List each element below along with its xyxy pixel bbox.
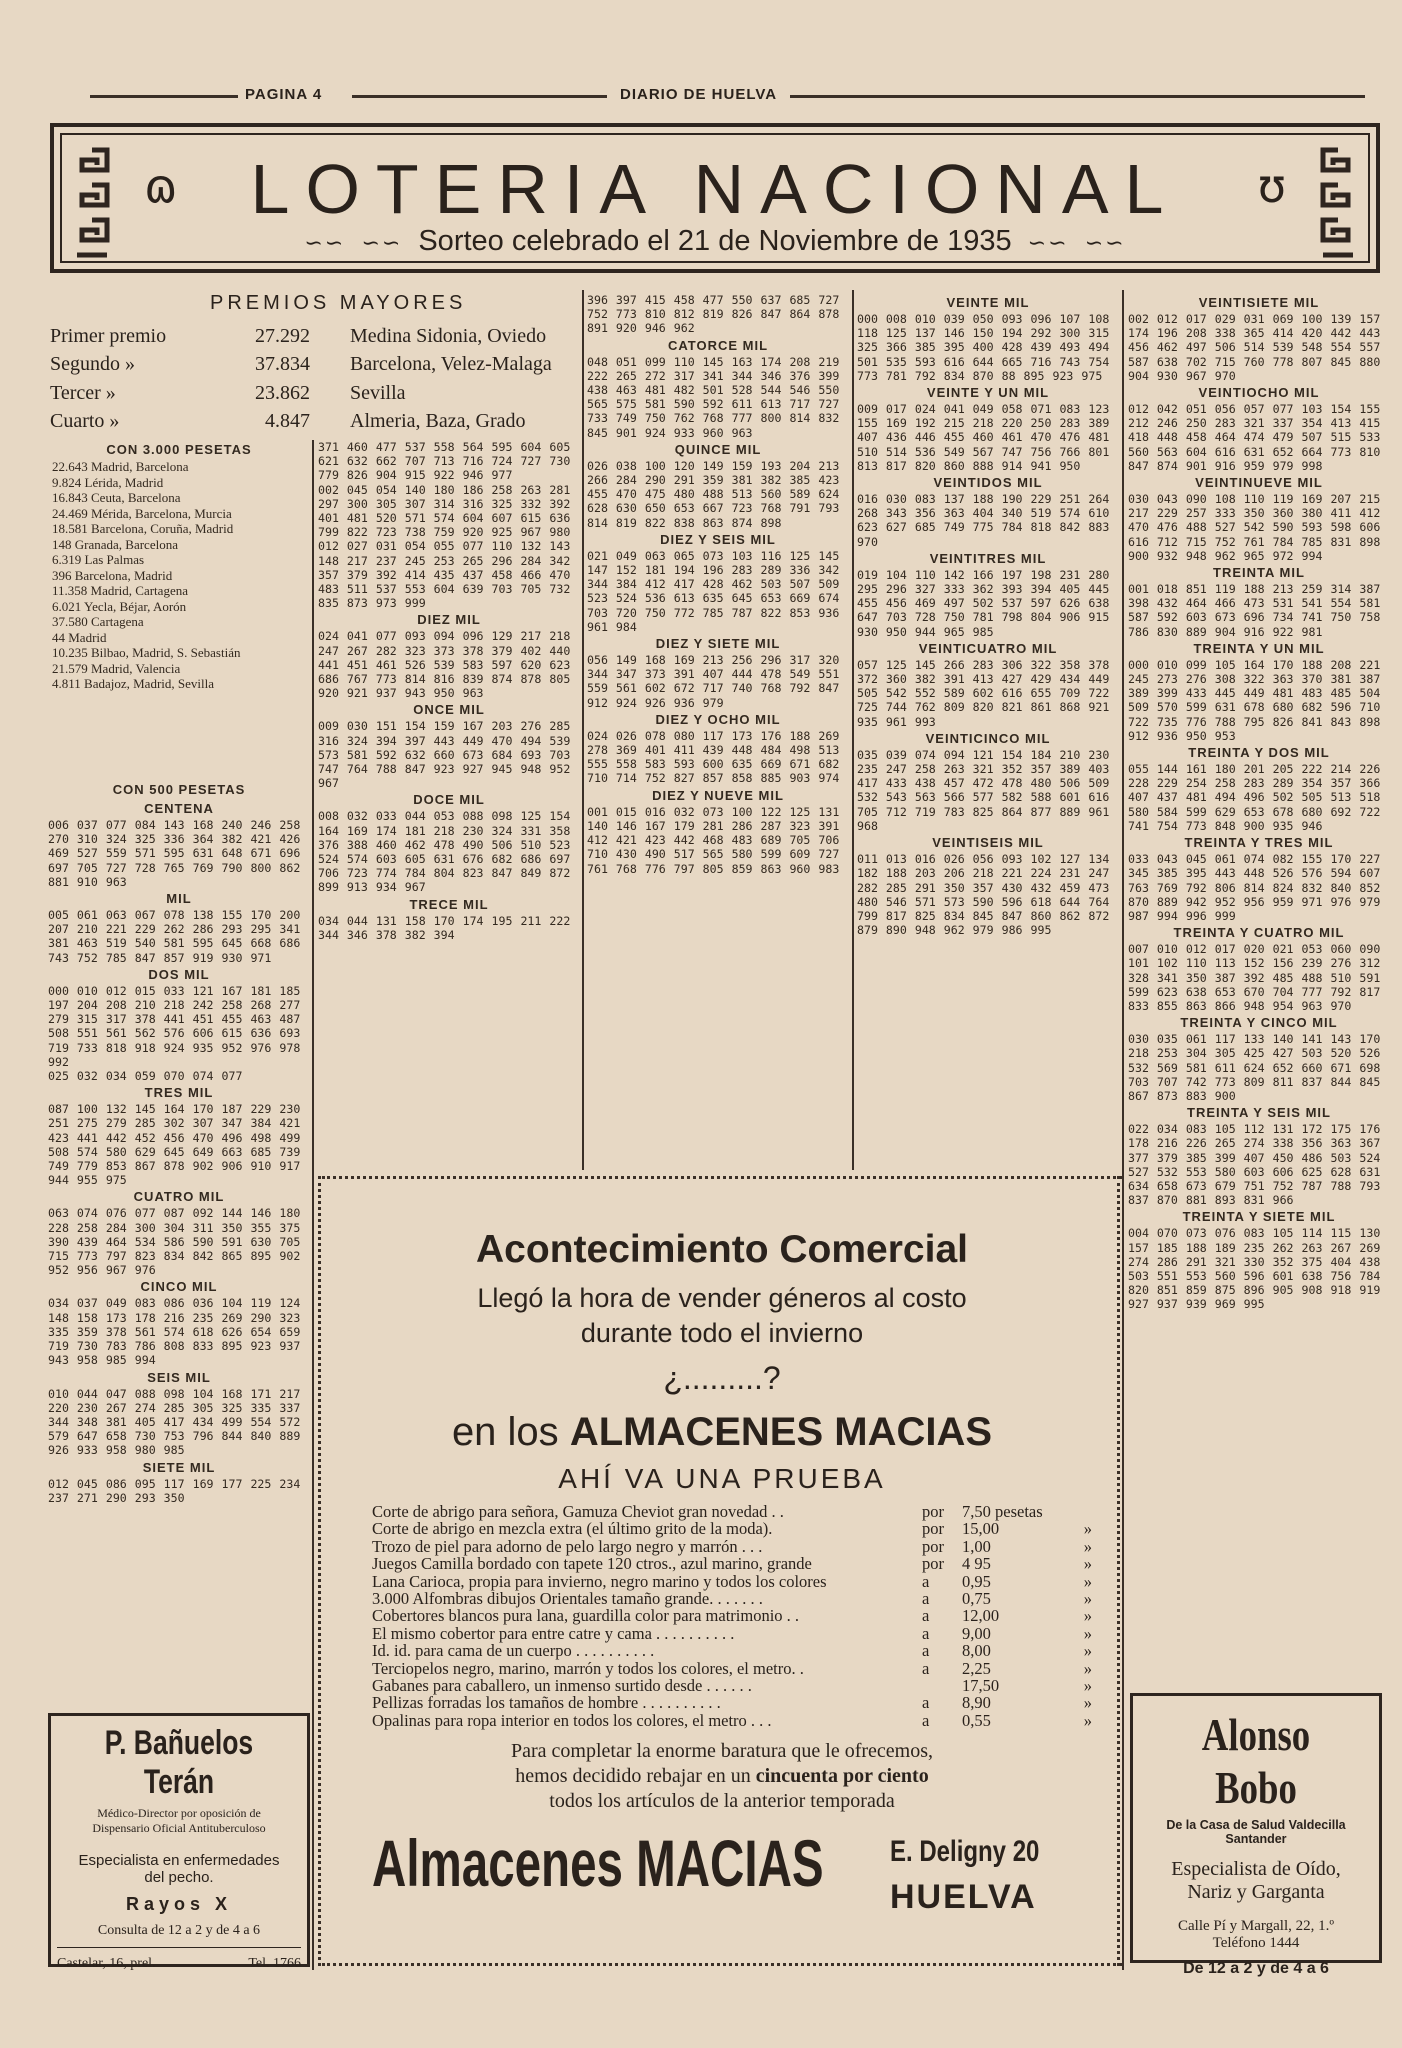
winning-numbers: 025 032 034 059 070 074 077 (48, 1069, 243, 1084)
section-heading: VEINTICUATRO MIL (918, 640, 1058, 656)
section-heading: TREINTA Y SIETE MIL (1182, 1209, 1336, 1225)
premio-label: Tercer » (50, 381, 116, 404)
ad-item-u: » (1083, 1606, 1092, 1626)
ad-item-pre: por (922, 1554, 944, 1574)
winning-numbers: 022 034 083 105 112 131 172 175 176 178 216 226 265 274 338 356 363 367 377 379 385 399 407 450 486 503 524 527 532 553 580 603 606 625 628 631 634 658 673 679 751 752 787 788 793 837 870 881 893 831 966 (1128, 1122, 1389, 1208)
winning-numbers: 010 044 047 088 098 104 168 171 217 220 230 267 274 285 305 325 335 337 344 348 381 405 417 434 499 554 572 579 647 658 730 753 796 844 840 889 926 933 958 980 985 (48, 1386, 309, 1458)
ad-list-item (372, 1712, 1092, 1729)
premios-mayores-table (50, 322, 570, 436)
lottery-title-frame (50, 123, 1380, 273)
winning-numbers: 056 149 168 169 213 256 296 317 320 344 347 373 391 407 444 478 549 551 559 561 602 672 717 740 768 792 847 912 924 926 936 979 (587, 653, 848, 710)
winning-numbers: 024 041 077 093 094 096 129 217 218 247 267 282 323 373 378 379 402 440 441 451 461 526 539 583 597 620 623 686 767 773 814 816 839 874 878 805 920 921 937 943 950 963 (318, 629, 579, 701)
ad-item-u: » (1083, 1658, 1092, 1678)
section-heading: TREINTA Y UN MIL (1193, 640, 1325, 656)
premio-place: Sevilla (350, 381, 406, 404)
premio-place: Barcelona, Velez-Malaga (350, 353, 552, 376)
winning-numbers: 000 010 012 015 033 121 167 181 185 197 204 208 210 218 242 258 268 277 279 315 317 378 441 451 455 463 487 508 551 561 562 576 606 615 636 693 719 733 818 918 924 935 952 976 978 992 (48, 983, 309, 1069)
doctor-line: De 12 a 2 y de 4 a 6 (1183, 1960, 1329, 1977)
numbers-column-3 (587, 293, 849, 876)
doctor-phone: Tel. 1766 (248, 1956, 301, 1971)
winning-numbers: 063 074 076 077 087 092 144 146 180 228 258 284 300 304 311 350 355 375 390 439 464 534 586 590 591 630 705 715 773 797 823 834 842 865 895 902 952 956 967 976 (48, 1206, 309, 1278)
con-3000-section (48, 440, 310, 692)
doctor-line: Médico-Director por oposición de (97, 1806, 261, 1820)
ad-item-u: » (1083, 1710, 1092, 1730)
premio-row (50, 379, 570, 408)
section-heading: SIETE MIL (142, 1459, 216, 1475)
section-heading: DIEZ Y NUEVE MIL (652, 787, 784, 803)
premios-mayores-heading: PREMIOS MAYORES (210, 292, 467, 314)
doctor-line: Rayos X (125, 1894, 233, 1914)
ad-item-u: » (1083, 1693, 1092, 1713)
ad-list-item (372, 1590, 1092, 1607)
section-heading: CENTENA (144, 801, 214, 816)
winning-numbers: 034 037 049 083 086 036 104 119 124 148 158 173 178 216 235 269 290 323 335 359 378 561 574 618 626 654 659 719 730 783 786 808 833 895 923 937 943 958 985 994 (48, 1296, 309, 1368)
ad-brand: Almacenes MACIAS (372, 1826, 824, 1900)
swirl-ornament-icon: ɷ (144, 159, 178, 213)
section-heading: DOS MIL (148, 966, 210, 982)
page-subtitle: ∽∽ ∽∽ Sorteo celebrado el 21 de Noviembre de 1935 ∽∽ ∽∽ (304, 225, 1126, 257)
swirl-ornament-icon: ʊ (1257, 159, 1286, 213)
doctor-line: Consulta de 12 a 2 y de 4 a 6 (97, 1923, 261, 1938)
section-heading: VEINTE Y UN MIL (926, 385, 1050, 401)
ad-item-pre: por (922, 1536, 944, 1556)
section-heading: CON 500 PESETAS (112, 782, 246, 797)
doctor-line: Teléfono 1444 (1212, 1935, 1300, 1951)
premio-number: 37.834 (255, 353, 310, 376)
ad-item-t: El mismo cobertor para entre catre y cama . . . . . . . . . . (372, 1623, 735, 1643)
section-heading: VEINTIOCHO MIL (1198, 385, 1320, 401)
ad-item-t: Cobertores blancos pura lana, guardilla color para matrimonio . . (372, 1606, 800, 1626)
numbers-column-4 (857, 293, 1119, 937)
prize-entry: 396 Barcelona, Madrid (52, 567, 173, 583)
prize-entry: 21.579 Madrid, Valencia (52, 660, 181, 676)
doctor-name: P. Bañuelos Terán (104, 1724, 254, 1801)
prize-entry: 6.319 Las Palmas (52, 552, 145, 567)
ad-item-pre: por (922, 1519, 944, 1539)
section-heading: VEINTE MIL (946, 295, 1030, 310)
premio-place: Almeria, Baza, Grado (350, 410, 526, 433)
section-heading: TREINTA Y TRES MIL (1184, 835, 1334, 851)
prize-entry: 4.811 Badajoz, Madrid, Sevilla (52, 676, 214, 691)
premio-label: Primer premio (50, 324, 167, 347)
section-heading: VEINTINUEVE MIL (1195, 475, 1323, 491)
doctor-line: Especialista de Oído, (1171, 1858, 1341, 1880)
winning-numbers: 026 038 100 120 149 159 193 204 213 266 284 290 291 359 381 382 385 423 455 470 475 480 488 513 560 589 624 628 630 650 653 667 723 768 791 793 814 819 822 838 863 874 898 (587, 458, 848, 530)
winning-numbers: 024 026 078 080 117 173 176 188 269 278 369 401 411 439 448 484 498 513 555 558 583 593 600 635 669 671 682 710 714 752 827 857 858 885 903 974 (587, 728, 848, 786)
winning-numbers: 019 104 110 142 166 197 198 231 280 295 296 327 333 362 393 394 405 445 455 456 469 497 502 537 597 626 638 647 703 728 750 781 798 804 906 915 930 950 944 965 985 (857, 567, 1118, 639)
section-heading: ONCE MIL (413, 702, 485, 718)
ad-item-t: 3.000 Alfombras dibujos Orientales tamaño grande. . . . . . . (372, 1589, 763, 1609)
numbers-column-1 (48, 780, 310, 1505)
winning-numbers: 021 049 063 065 073 103 116 125 145 147 152 181 194 196 283 289 336 342 344 384 412 417 428 462 503 507 509 523 524 536 613 635 645 653 669 674 703 720 750 772 785 787 822 853 936 961 984 (587, 548, 848, 634)
doctor-line: Nariz y Garganta (1187, 1881, 1325, 1903)
ad-foot: Para completar la enorme baratura que le ofrecemos, (510, 1740, 933, 1762)
section-heading: DOCE MIL (413, 792, 485, 808)
ad-city: HUELVA (890, 1878, 1037, 1916)
ad-price-list (372, 1503, 1092, 1729)
ad-item-t: Opalinas para ropa interior en todos los colores, el metro . . . (372, 1710, 772, 1730)
section-heading: DIEZ Y SEIS MIL (660, 531, 776, 547)
ad-line: Llegó la hora de vender géneros al costo (477, 1283, 967, 1313)
ad-item-t: Lana Carioca, propia para invierno, negro marino y todos los colores (372, 1571, 827, 1591)
ad-item-u: » (1083, 1589, 1092, 1609)
ad-address: E. Deligny 20 (890, 1835, 1040, 1868)
doctor-name: Alonso Bobo (1201, 1709, 1311, 1813)
ad-list-item (372, 1520, 1092, 1537)
ad-item-u: » (1083, 1641, 1092, 1661)
premio-row (50, 351, 570, 380)
winning-numbers: 057 125 145 266 283 306 322 358 378 372 360 382 391 413 427 429 434 449 505 542 552 589 602 616 655 709 722 725 744 762 809 820 821 861 868 921 935 961 993 (857, 657, 1118, 729)
prize-entry: 22.643 Madrid, Barcelona (52, 459, 189, 474)
prize-entry: 18.581 Barcelona, Coruña, Madrid (52, 521, 234, 536)
winning-numbers: 033 043 045 061 074 082 155 170 227 345 385 395 443 448 526 576 594 607 763 769 792 806 814 824 832 840 852 870 889 942 952 956 959 971 976 979 987 994 996 999 (1128, 852, 1389, 923)
doctor-line: Especialista en enfermedades del pecho. (78, 1852, 280, 1886)
doctor-ad-left (48, 1713, 310, 1971)
winning-numbers: 001 018 851 119 188 213 259 314 387 398 432 464 466 473 531 541 554 581 587 592 603 673 696 734 741 750 758 786 830 889 904 916 922 981 (1128, 582, 1389, 639)
section-heading: CON 3.000 PESETAS (106, 442, 252, 457)
premio-number: 23.862 (255, 381, 310, 404)
page-title: LOTERIA NACIONAL (250, 150, 1180, 228)
section-heading: VEINTIDOS MIL (933, 475, 1043, 491)
prize-entry: 44 Madrid (52, 629, 107, 645)
winning-numbers: 012 045 086 095 117 169 177 225 234 237 271 290 293 350 (48, 1476, 309, 1505)
ad-list-item (372, 1573, 1092, 1590)
ad-item-p: 0,75 (962, 1589, 991, 1609)
winning-numbers: 002 045 054 140 180 186 258 263 281 297 300 305 307 314 316 325 332 392 401 481 520 571 574 604 607 615 636 799 822 723 738 759 920 925 967 980 (318, 482, 579, 540)
winning-numbers: 048 051 099 110 145 163 174 208 219 222 265 272 317 341 344 346 376 399 438 463 481 482 501 528 544 546 550 565 575 581 590 592 611 613 717 727 733 749 750 762 768 777 800 814 832 845 901 924 933 960 963 (587, 354, 848, 440)
winning-numbers: 000 008 010 039 050 093 096 107 108 118 125 137 146 150 194 292 300 315 325 366 385 395 400 428 439 493 494 501 535 593 616 644 665 716 743 754 773 781 792 834 870 88 895 923 975 (857, 312, 1118, 383)
section-heading: CATORCE MIL (667, 337, 769, 353)
ad-foot: todos los artículos de la anterior temporada (549, 1790, 895, 1812)
ad-item-t: Corte de abrigo para señora, Gamuza Cheviot gran novedad . . (372, 1502, 784, 1521)
ad-item-p: 9,00 (962, 1623, 991, 1643)
section-heading: VEINTISEIS MIL (932, 835, 1044, 851)
section-heading: MIL (166, 891, 192, 907)
ad-item-p: 15,00 (962, 1519, 1000, 1539)
ad-item-t: Id. id. para cama de un cuerpo . . . . . . . . . . (372, 1641, 655, 1661)
prize-entry: 11.358 Madrid, Cartagena (52, 583, 188, 598)
ad-item-pre: a (922, 1571, 930, 1591)
section-heading: TREINTA Y CINCO MIL (1180, 1015, 1338, 1031)
ad-list-item (372, 1503, 1092, 1520)
winning-numbers: 035 039 074 094 121 154 184 210 230 235 247 258 263 321 352 357 389 403 417 433 438 457 472 478 480 506 509 532 543 563 566 577 582 588 601 616 705 712 719 783 825 864 877 889 961 968 (857, 747, 1118, 833)
ad-item-pre: a (922, 1606, 930, 1626)
wave-ornament-icon: ∽∽ ∽∽ (304, 230, 403, 255)
winning-numbers: 009 030 151 154 159 167 203 276 285 316 324 394 397 443 449 470 494 539 573 581 592 632 660 673 684 693 703 747 764 788 847 923 927 945 948 952 967 (318, 719, 579, 791)
ad-item-pre: por (922, 1502, 944, 1521)
ad-item-pre: a (922, 1623, 930, 1643)
premio-row (50, 408, 570, 437)
winning-numbers: 011 013 016 026 056 093 102 127 134 182 188 203 206 218 221 224 231 247 282 285 291 350 357 430 432 459 473 480 546 571 573 590 596 618 644 764 799 817 825 834 845 847 860 862 872 879 890 948 962 979 986 995 (857, 852, 1118, 938)
ad-item-p: 17,50 (962, 1676, 1000, 1696)
doctor-line: De la Casa de Salud Valdecilla (1166, 1818, 1346, 1832)
premio-number: 27.292 (255, 324, 310, 347)
winning-numbers: 002 012 017 029 031 069 100 139 157 174 196 208 338 365 414 420 442 443 456 462 497 506 514 539 548 554 557 587 638 702 715 760 778 807 845 880 904 930 967 970 (1128, 312, 1389, 383)
ad-list-item (372, 1538, 1092, 1555)
winning-numbers: 000 010 099 105 164 170 188 208 221 245 273 276 308 322 363 370 381 387 389 399 433 445 449 481 483 485 504 509 570 599 631 678 680 682 596 710 722 735 776 788 795 826 841 843 898 912 936 950 953 (1128, 657, 1389, 743)
ad-list-item (372, 1555, 1092, 1572)
ad-list-item (372, 1625, 1092, 1642)
premio-number: 4.847 (265, 410, 310, 433)
prize-entry: 10.235 Bilbao, Madrid, S. Sebastián (52, 645, 241, 660)
section-heading: VEINTISIETE MIL (1198, 295, 1320, 310)
ad-title: Acontecimiento Comercial (476, 1228, 968, 1271)
winning-numbers: 030 035 061 117 133 140 141 143 170 218 253 304 305 425 427 503 520 526 532 569 581 611 624 652 660 671 698 703 707 742 773 809 811 837 844 845 867 873 883 900 (1128, 1032, 1389, 1103)
section-heading: DIEZ Y SIETE MIL (655, 636, 781, 652)
ad-item-t: Pellizas forradas los tamaños de hombre . . . . . . . . . . (372, 1693, 721, 1713)
section-heading: CINCO MIL (140, 1279, 218, 1295)
ad-item-p: 4 95 (962, 1554, 991, 1574)
doctor-address: Castelar, 16, prel. (57, 1956, 156, 1971)
winning-numbers: 007 010 012 017 020 021 053 060 090 101 102 110 113 152 156 239 276 312 328 341 350 387 392 485 488 510 591 599 623 638 653 670 704 777 792 817 833 855 863 866 948 954 963 970 (1128, 942, 1389, 1013)
page-number: PAGINA 4 (245, 86, 323, 103)
prize-entry: 148 Granada, Barcelona (52, 536, 178, 552)
winning-numbers: 009 017 024 041 049 058 071 083 123 155 169 192 215 218 220 250 283 389 407 436 446 455 460 461 470 476 481 510 514 536 549 567 747 756 766 801 813 817 820 860 888 914 941 950 (857, 402, 1118, 473)
section-heading: TRECE MIL (409, 896, 489, 912)
ad-item-t: Trozo de piel para adorno de pelo largo negro y marrón . . . (372, 1536, 763, 1556)
winning-numbers: 016 030 083 137 188 190 229 251 264 268 343 356 363 404 340 519 574 610 623 627 685 749 775 784 818 842 883 970 (857, 492, 1118, 549)
numbers-column-2 (318, 440, 580, 942)
ad-item-p: 1,00 (962, 1536, 991, 1556)
newspaper-name: DIARIO DE HUELVA (620, 86, 778, 103)
section-heading: TREINTA Y CUATRO MIL (1173, 925, 1345, 941)
ad-item-pre (922, 1677, 962, 1694)
premio-label: Segundo » (50, 353, 135, 376)
ad-item-u (1062, 1503, 1092, 1520)
section-heading: TRES MIL (144, 1085, 214, 1101)
ad-line: ¿.........? (663, 1360, 781, 1396)
ad-item-pre: a (922, 1641, 930, 1661)
winning-numbers: 012 027 031 054 055 077 110 132 143 148 217 237 245 253 265 296 284 342 357 379 392 414 435 437 458 466 470 483 511 537 553 604 639 703 705 732 835 873 973 999 (318, 539, 579, 611)
section-heading: VEINTICINCO MIL (925, 730, 1051, 746)
winning-numbers: 005 061 063 067 078 138 155 170 200 207 210 221 229 262 286 293 295 341 381 463 519 540 581 595 645 668 686 743 752 785 847 857 919 930 971 (48, 908, 309, 965)
winning-numbers: 001 015 016 032 073 100 122 125 131 140 146 167 179 281 286 287 323 391 412 421 423 442 468 483 689 705 706 710 430 490 517 565 580 599 609 727 761 768 776 797 805 859 863 960 983 (587, 804, 848, 876)
ad-item-t: Juegos Camilla bordado con tapete 120 ctros., azul marino, grande (372, 1554, 812, 1574)
ad-list-item (372, 1694, 1092, 1711)
prize-entry: 6.021 Yecla, Béjar, Aorón (52, 598, 187, 614)
ad-item-t: Gabanes para caballero, un inmenso surtido desde . . . . . . (372, 1676, 752, 1696)
ad-item-p: 2,25 (962, 1658, 991, 1678)
ad-item-p: 8,90 (962, 1693, 991, 1713)
ad-item-u: » (1083, 1519, 1092, 1539)
ad-item-pre: a (922, 1710, 930, 1730)
ad-item-u: » (1083, 1554, 1092, 1574)
prize-entry: 24.469 Mérida, Barcelona, Murcia (52, 505, 232, 521)
ad-list-item (372, 1660, 1092, 1677)
ad-list-item (372, 1677, 1092, 1694)
ad-item-t: Corte de abrigo en mezcla extra (el último grito de la moda). (372, 1519, 773, 1539)
winning-numbers: 087 100 132 145 164 170 187 229 230 251 275 279 285 302 307 347 384 421 423 441 442 452 456 470 496 498 499 508 574 580 629 645 649 663 685 739 749 779 853 867 878 902 906 910 917 944 955 975 (48, 1102, 309, 1188)
ad-item-p: 12,00 (962, 1606, 1000, 1626)
page-header (90, 84, 1365, 108)
ad-foot: hemos decidido rebajar en un cincuenta por ciento (515, 1765, 929, 1787)
ad-line: AHÍ VA UNA PRUEBA (558, 1463, 886, 1494)
ad-item-t: Terciopelos negro, marino, marrón y todos los colores, el metro. . (372, 1658, 804, 1678)
ad-item-p: 0,55 (962, 1710, 991, 1730)
winning-numbers: 008 032 033 044 053 088 098 125 154 164 169 174 181 218 230 324 331 358 376 388 460 462 478 490 506 510 523 524 574 603 605 631 676 682 686 697 706 723 774 784 804 823 847 849 872 899 913 934 967 (318, 809, 579, 895)
premio-label: Cuarto » (50, 410, 120, 433)
winning-numbers: 004 070 073 076 083 105 114 115 130 157 185 188 189 235 262 263 267 269 274 286 291 321 330 352 375 404 438 503 551 553 560 596 601 638 756 784 820 851 859 875 896 905 908 918 919 927 937 939 969 995 (1128, 1226, 1389, 1312)
section-heading: VEINTITRES MIL (929, 550, 1047, 566)
section-heading: TREINTA MIL (1213, 565, 1305, 581)
ad-item-pre: a (922, 1589, 930, 1609)
section-heading: TREINTA Y DOS MIL (1188, 745, 1330, 761)
winning-numbers: 055 144 161 180 201 205 222 214 226 228 229 254 258 283 289 354 357 366 407 437 481 494 496 502 505 513 518 580 584 599 629 653 678 680 692 722 741 754 773 848 900 935 946 (1128, 762, 1389, 833)
winning-numbers: 030 043 090 108 110 119 169 207 215 217 229 257 333 350 360 380 411 412 470 476 488 527 542 590 593 598 606 616 712 715 752 761 784 785 831 898 900 932 948 962 965 972 994 (1128, 492, 1389, 563)
winning-numbers: 006 037 077 084 143 168 240 246 258 270 310 324 325 336 364 382 421 426 469 527 559 571 595 631 648 671 696 697 705 727 728 765 769 790 800 862 881 910 963 (48, 818, 309, 889)
ad-item-u: » (1083, 1676, 1092, 1696)
winning-numbers: 012 042 051 056 057 077 103 154 155 212 246 250 283 321 337 354 413 415 418 448 458 464 474 479 507 515 533 560 563 604 616 631 652 664 773 810 847 874 901 916 959 979 998 (1128, 402, 1389, 473)
numbers-column-5 (1128, 293, 1390, 1312)
section-heading: SEIS MIL (147, 1369, 211, 1385)
prize-entry: 9.824 Lérida, Madrid (52, 474, 164, 490)
section-heading: DIEZ MIL (417, 612, 481, 628)
ad-store-line: en los ALMACENES MACIAS (451, 1410, 993, 1454)
section-heading: QUINCE MIL (674, 441, 762, 457)
ad-item-p: 0,95 (962, 1571, 991, 1591)
premio-row (50, 322, 570, 351)
ad-item-u: » (1083, 1623, 1092, 1643)
wave-ornament-icon: ∽∽ ∽∽ (1027, 230, 1126, 255)
section-heading: DIEZ Y OCHO MIL (655, 711, 781, 727)
ad-item-pre: a (922, 1693, 930, 1713)
ad-item-pre: a (922, 1658, 930, 1678)
doctor-line: Santander (1225, 1832, 1287, 1846)
ad-item-p: 7,50 pesetas (962, 1502, 1043, 1521)
doctor-line: Dispensario Oficial Antituberculoso (92, 1821, 266, 1835)
doctor-line: Calle Pí y Margall, 22, 1.º (1177, 1918, 1335, 1934)
ad-item-u: » (1083, 1536, 1092, 1556)
prize-entry: 16.843 Ceuta, Barcelona (52, 490, 181, 505)
doctor-ad-right (1130, 1693, 1382, 1977)
section-heading: TREINTA Y SEIS MIL (1187, 1105, 1331, 1121)
ad-item-p: 8,00 (962, 1641, 991, 1661)
winning-numbers: 371 460 477 537 558 564 595 604 605 621 632 662 707 713 716 724 727 730 779 826 904 915 922 946 977 (318, 440, 579, 483)
section-heading: CUATRO MIL (133, 1189, 225, 1205)
ad-line: durante todo el invierno (580, 1318, 864, 1348)
winning-numbers: 396 397 415 458 477 550 637 685 727 752 773 810 812 819 826 847 864 878 891 920 946 962 (587, 293, 848, 336)
prize-entry: 37.580 Cartagena (52, 614, 144, 629)
ad-item-u: » (1083, 1571, 1092, 1591)
ad-list-item (372, 1607, 1092, 1624)
winning-numbers: 034 044 131 158 170 174 195 211 222 344 346 378 382 394 (318, 913, 579, 942)
ad-list-item (372, 1642, 1092, 1659)
premio-place: Medina Sidonia, Oviedo (350, 324, 547, 347)
